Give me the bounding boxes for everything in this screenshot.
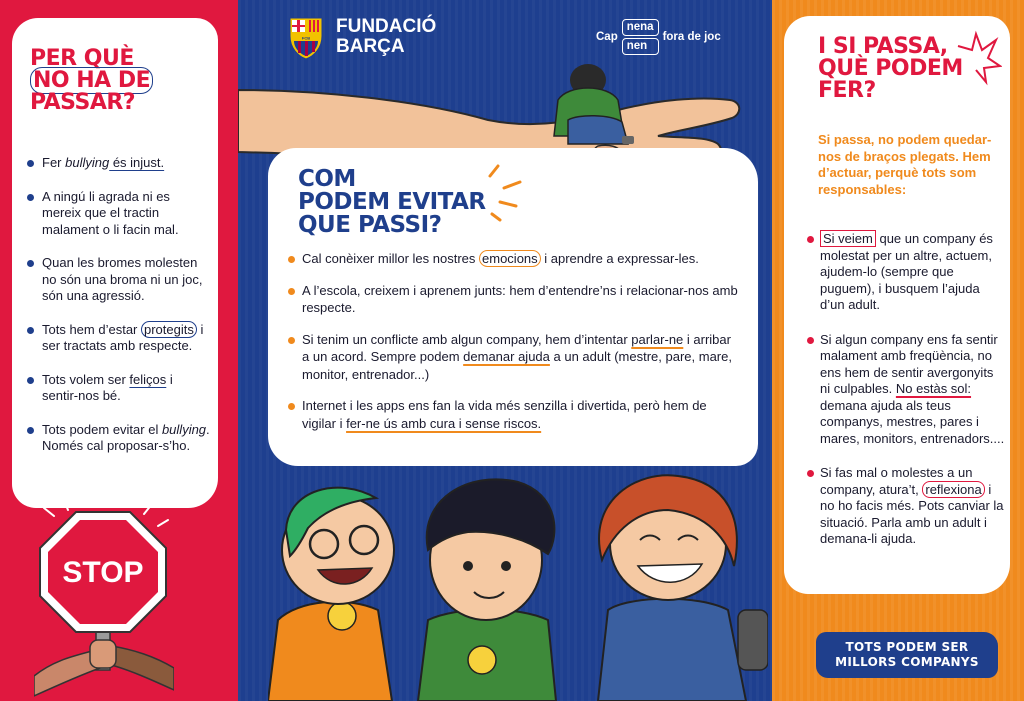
right-item-text: i no ho facis més. Pots canviar la situació. Parla amb un adult i demana-li ajuda. [820, 481, 1004, 546]
left-item-4 [26, 322, 212, 355]
right-item-text: demana ajuda als teus companys, mestres, pares i mares, monitors, entrenadors.... [820, 397, 1005, 446]
middle-title-line-3: QUE PASSI? [298, 212, 442, 238]
campaign-text-after: fora de joc [662, 31, 721, 43]
middle-item-mark: fer-ne ús amb cura i sense riscos. [346, 415, 542, 431]
foundation-name-line-1: FUNDACIÓ [336, 16, 437, 37]
foundation-name [336, 17, 456, 57]
right-item-text: Si fas mal o molestes a un company, atura’t, [820, 465, 973, 497]
right-item-mark: reflexiona [922, 481, 984, 498]
burst-deco-icon [952, 30, 1002, 86]
left-item-text: i sentir-nos bé. [42, 371, 173, 403]
left-item-text: Fer [42, 155, 66, 170]
left-item-text: A ningú li agrada ni es mereix que el tractin malament o li facin mal. [42, 188, 179, 237]
right-item-1 [806, 231, 1006, 314]
left-item-text: Tots hem d’estar [42, 321, 141, 337]
middle-item-mark: demanar ajuda [463, 349, 550, 364]
left-item-3 [26, 255, 212, 305]
middle-list [288, 250, 738, 446]
right-card [784, 16, 1010, 594]
left-item-text: Tots volem ser [42, 371, 130, 387]
left-item-text: . Només cal proposar-s’ho. [42, 421, 210, 453]
middle-item-text: Internet i les apps ens fan la vida més senzilla i divertida, però hem de vigilar i [302, 398, 707, 431]
left-item-mark: feliços [129, 371, 167, 387]
three-kids-illustration [268, 470, 768, 701]
middle-item-text: i aprendre a expressar-les. [540, 251, 699, 266]
middle-item-text: a un adult (mestre, pare, mare, monitor, entrenador...) [302, 349, 732, 382]
middle-item-4 [288, 397, 738, 432]
left-item-em: bullying [161, 421, 207, 437]
middle-item-text: A l’escola, creixem i aprenem junts: hem d’entendre’ns i relacionar-nos amb respecte. [302, 282, 738, 315]
left-item-mark: protegits [141, 321, 197, 338]
closing-banner [816, 632, 998, 678]
left-item-2 [26, 189, 212, 239]
left-item-text: Tots podem evitar el [42, 421, 162, 437]
campaign-box-bottom: nen [622, 38, 659, 55]
left-item-text: Quan les bromes molesten no són una broma ni un joc, són una agressió. [42, 255, 203, 303]
middle-card [268, 148, 758, 466]
campaign-logo [596, 18, 721, 56]
left-title-line-3: PASSAR? [30, 90, 136, 115]
right-item-text: que un company és molestat per un altre, actuem, ajudem-lo (sempre que puguem), i busquem l’ajuda d’un adult. [820, 231, 993, 312]
left-item-5 [26, 372, 212, 405]
right-intro: Si passa, no podem quedar-nos de braços plegats. Hem d’actuar, perquè tots som responsables: [818, 132, 992, 197]
middle-item-text: Si tenim un conflicte amb algun company, hem d’intentar [302, 331, 632, 347]
left-title-line-2 [30, 70, 210, 92]
stop-sign-illustration [34, 500, 174, 701]
campaign-box [622, 18, 659, 56]
right-item-2 [806, 332, 1006, 448]
middle-title-line-2: PODEM EVITAR [298, 189, 486, 215]
campaign-box-top: nena [622, 19, 659, 36]
middle-item-3 [288, 331, 738, 384]
left-list [26, 155, 212, 472]
stop-label: STOP [62, 556, 144, 589]
left-title [30, 48, 210, 114]
middle-item-2 [288, 282, 738, 317]
fundacio-barca-logo [286, 14, 456, 60]
left-item-6 [26, 422, 212, 455]
sparkle-deco-icon [482, 162, 528, 222]
left-item-text: i ser tractats amb respecte. [42, 321, 204, 353]
left-title-no: NO HA DE [30, 67, 153, 94]
middle-item-text: Cal conèixer millor les nostres [302, 251, 480, 266]
right-item-mark: No estàs sol: [895, 381, 972, 396]
middle-item-1 [288, 250, 738, 268]
middle-panel [238, 0, 772, 701]
right-title-line-2: QUÈ PODEM [818, 56, 963, 81]
right-title-line-1: I SI PASSA, [818, 34, 948, 59]
middle-item-mark: parlar-ne [631, 331, 684, 347]
middle-title-line-1: COM [298, 166, 356, 192]
foundation-name-line-2: BARÇA [336, 36, 405, 57]
right-list [806, 231, 1006, 566]
right-item-mark: Si veiem [820, 230, 876, 247]
middle-item-mark: emocions [479, 250, 541, 267]
right-item-text: Si algun company ens fa sentir malament amb freqüència, no ens hem de sentir avergonyits ni culpables. [820, 331, 998, 396]
fcb-crest-icon [286, 14, 326, 60]
banner-line-1: TOTS PODEM SER [845, 640, 969, 654]
campaign-text-before: Cap [596, 31, 618, 43]
left-item-1 [26, 155, 212, 172]
left-item-em: bullying [65, 155, 110, 170]
right-title-line-3: FER? [818, 78, 876, 103]
crest-text: FCB [301, 35, 311, 41]
left-card [12, 18, 218, 508]
middle-item-text: i arribar a un acord. Sempre podem [302, 331, 731, 364]
left-panel [0, 0, 238, 701]
left-item-mark: és injust. [109, 155, 165, 170]
banner-line-2: MILLORS COMPANYS [835, 655, 979, 669]
right-panel [772, 0, 1024, 701]
left-title-line-1: PER QUÈ [30, 46, 134, 71]
right-item-3 [806, 465, 1006, 548]
